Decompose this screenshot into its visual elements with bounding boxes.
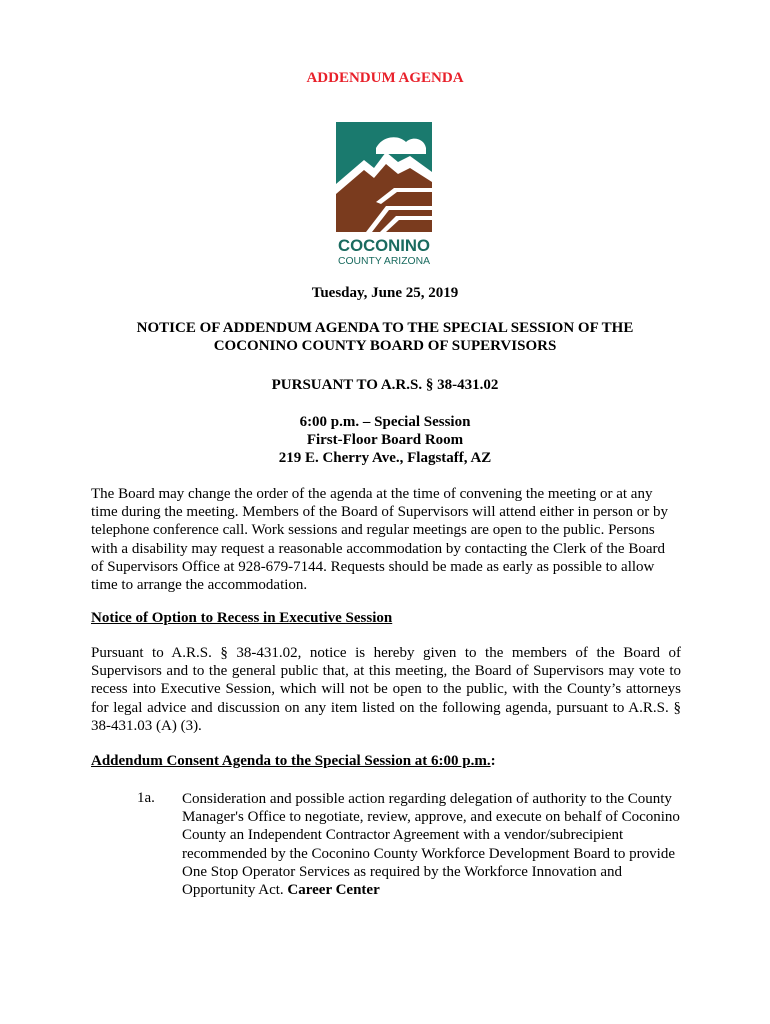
notice-title-line1: NOTICE OF ADDENDUM AGENDA TO THE SPECIAL SESSION OF THE [136,320,634,336]
session-details [0,413,770,467]
agenda-item-department: Career Center [287,882,380,899]
logo-wordmark: COCONINO [338,236,430,255]
session-address: 219 E. Cherry Ave., Flagstaff, AZ [278,450,492,466]
consent-heading-text: Addendum Consent Agenda to the Special Session at 6:00 p.m. [91,753,491,769]
recess-heading: Notice of Option to Recess in Executive Session [91,610,393,626]
consent-heading [91,753,496,770]
intro-paragraph: The Board may change the order of the agenda at the time of convening the meeting or at any time during the meeting. Members of the Board of Supervisors will attend either in person or by telephone conference call. Work sessions and regular meetings are open to the public. Persons with a disability may request a reasonable accommodation by contacting the Clerk of the Board of Supervisors Office at 928-679-7144. Requests should be made as early as possible to allow time to arrange the accommodation. [91,486,668,594]
recess-paragraph: Pursuant to A.R.S. § 38-431.02, notice is hereby given to the members of the Board of Supervisors and to the general public that, at this meeting, the Board of Supervisors may vote to recess into Executive Session, which will not be open to the public, with the County’s attorneys for legal advice and discussion on any item listed on the following agenda, pursuant to A.R.S. § 38-431.03 (A) (3). [91,645,681,734]
agenda-item-text [182,790,682,899]
agenda-item-number: 1a. [137,790,155,806]
meeting-date: Tuesday, June 25, 2019 [311,285,459,301]
addendum-title: ADDENDUM AGENDA [306,70,464,86]
notice-title-line2: COCONINO COUNTY BOARD OF SUPERVISORS [213,338,557,354]
pursuant-statute: PURSUANT TO A.R.S. § 38-431.02 [271,377,499,393]
session-room: First-Floor Board Room [306,432,464,448]
agenda-item-description: Consideration and possible action regarding delegation of authority to the County Manager's Office to negotiate, review, approve, and execute on behalf of Coconino County an Independent Contractor Agreement with a vendor/subrecipient recommended by the Coconino County Workforce Development Board to provide One Stop Operator Services as required by the Workforce Innovation and Opportunity Act. [182,791,680,899]
coconino-county-logo [336,122,432,267]
logo-subtext: COUNTY ARIZONA [338,256,431,267]
session-time: 6:00 p.m. – Special Session [299,414,471,430]
consent-heading-colon: : [490,753,496,769]
notice-title [0,319,770,355]
